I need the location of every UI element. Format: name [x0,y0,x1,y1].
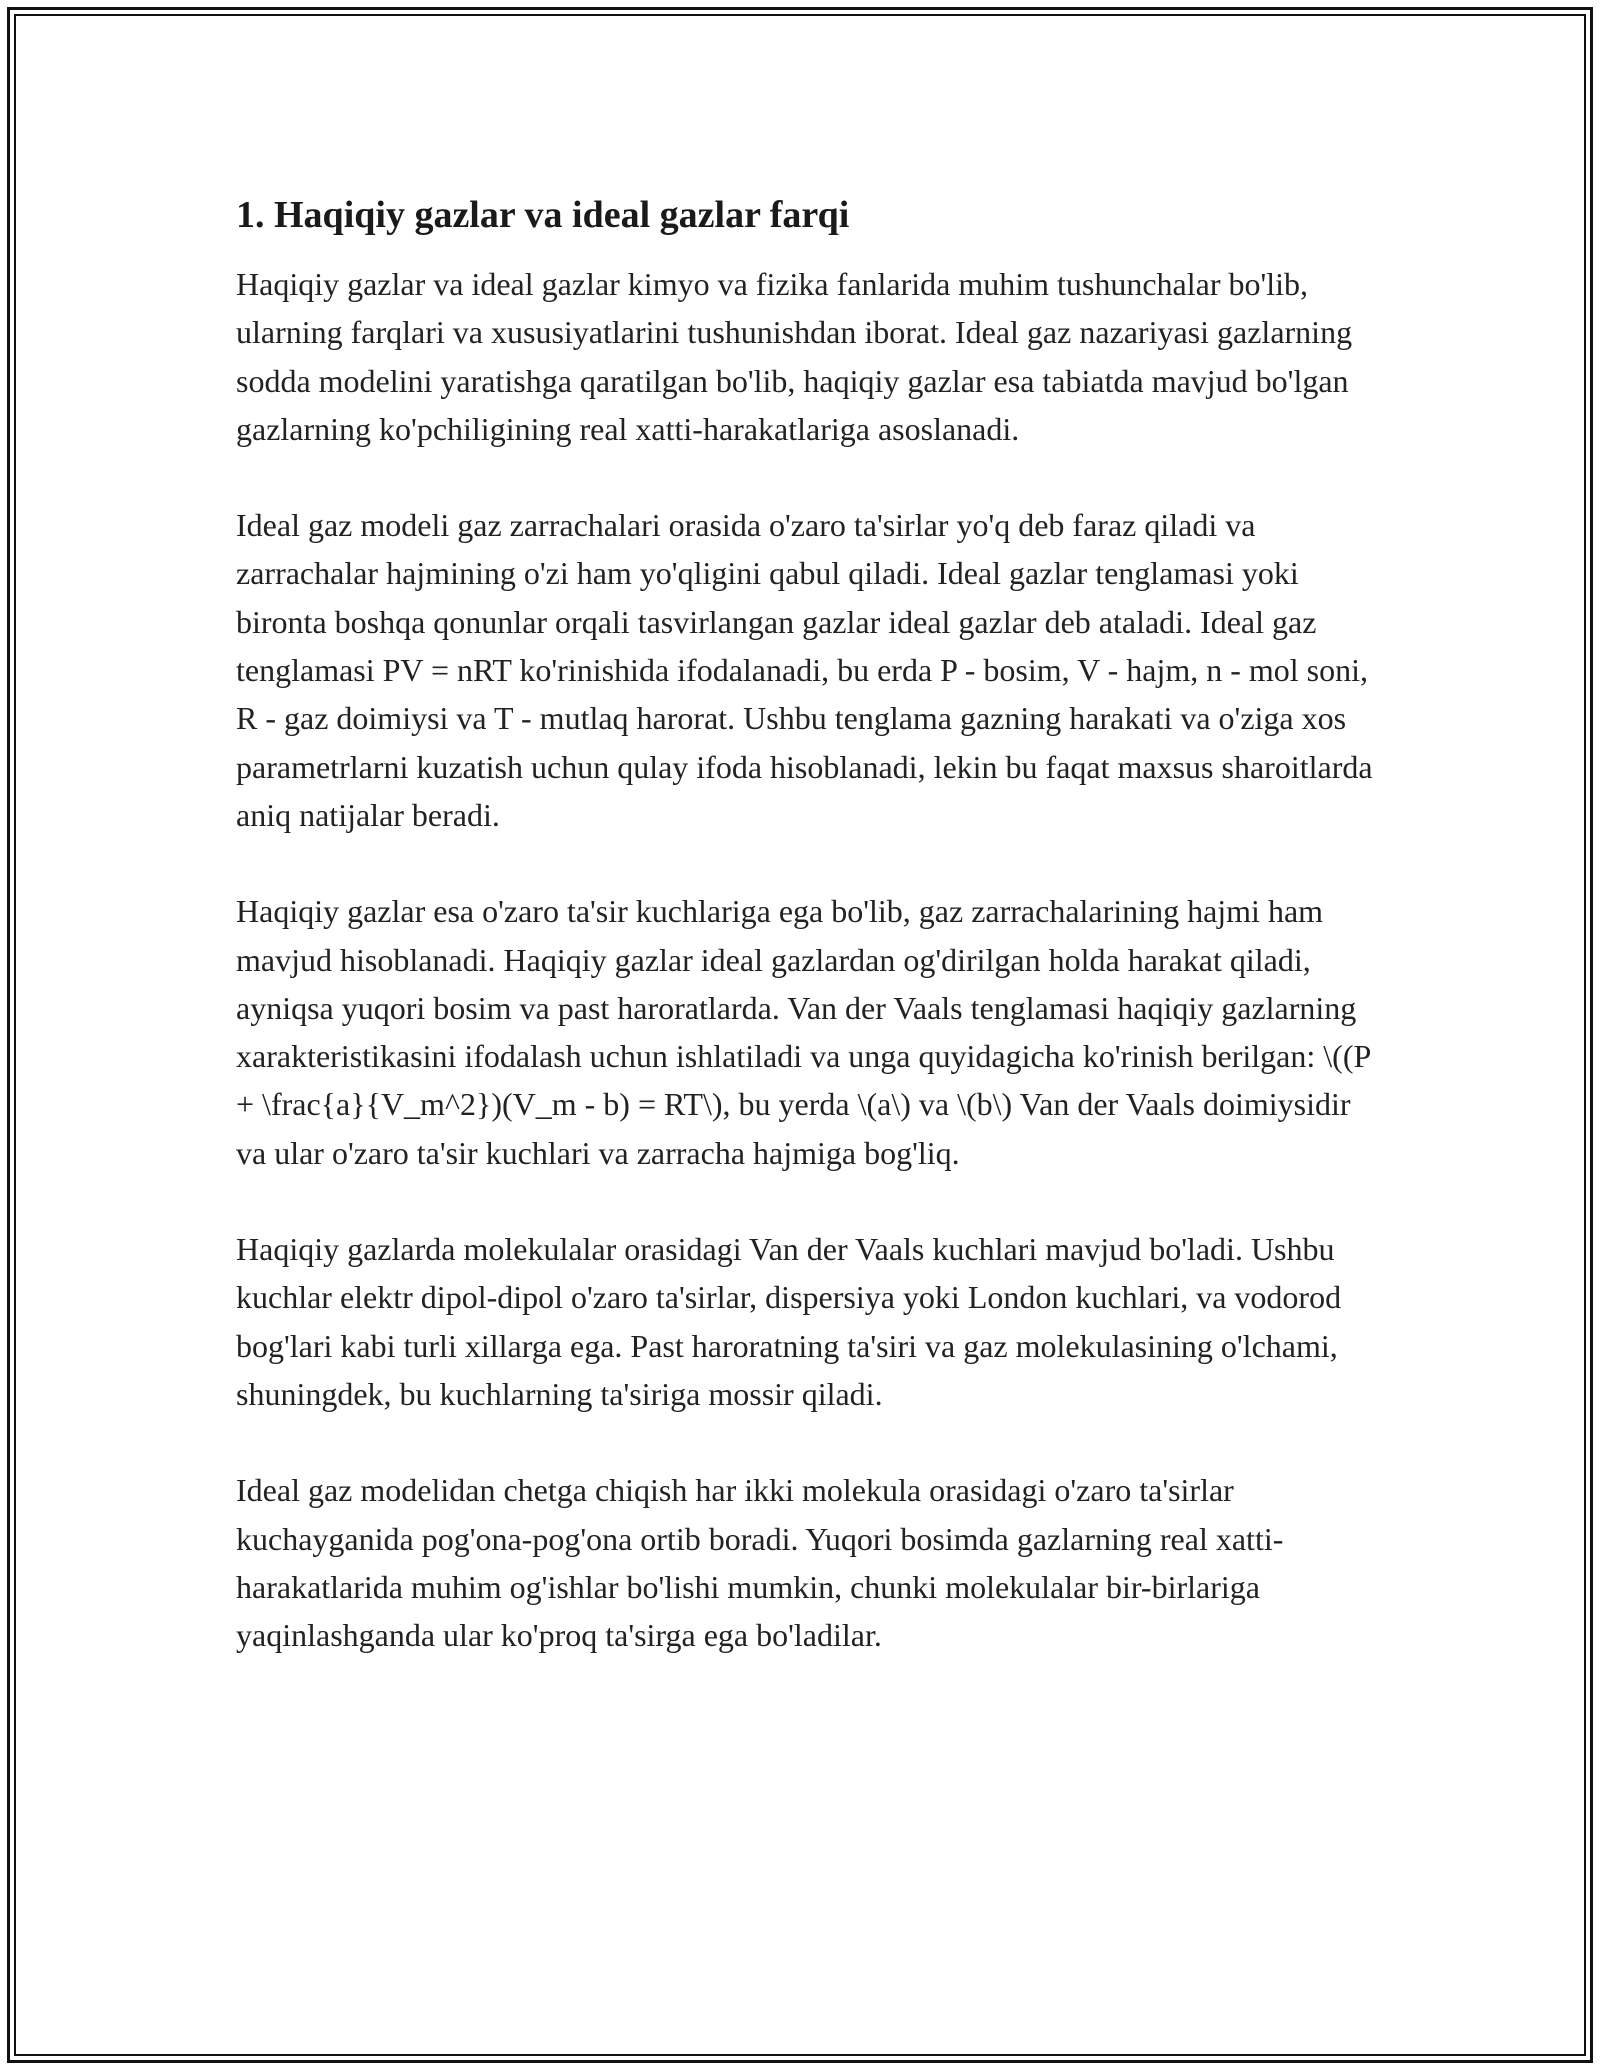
paragraph-van-der-waals-forces: Haqiqiy gazlarda molekulalar orasidagi Van der Vaals kuchlari mavjud bo'ladi. Ushbu kuchlar elektr dipol-dipol o'zaro ta'sirlar, dispersiya yoki London kuchlari, va vodorod bog'lari kabi turli xillarga ega. Past haroratning ta'siri va gaz molekulasining o'lchami, shuningdek, bu kuchlarning ta'siriga mossir qiladi. [236,1231,1342,1412]
paragraph-intro: Haqiqiy gazlar va ideal gazlar kimyo va fizika fanlarida muhim tushunchalar bo'lib, ularning farqlari va xususiyatlarini tushunishdan iborat. Ideal gaz nazariyasi gazlarning sodda modelini yaratishga qaratilgan bo'lib, haqiqiy gazlar esa tabiatda mavjud bo'lgan gazlarning ko'pchiligining real xatti-harakatlariga asoslanadi. [236,266,1353,447]
paragraph-deviation: Ideal gaz modelidan chetga chiqish har ikki molekula orasidagi o'zaro ta'sirlar kuchayganida pog'ona-pog'ona ortib boradi. Yuqori bosimda gazlarning real xatti-harakatlarida muhim og'ishlar bo'lishi mumkin, chunki molekulalar bir-birlariga yaqinlashganda ular ko'proq ta'sirga ega bo'ladilar. [236,1472,1284,1654]
document-body [236,184,1386,1659]
section-heading: 1. Haqiqiy gazlar va ideal gazlar farqi [236,194,850,236]
paragraph-real-gases: Haqiqiy gazlar esa o'zaro ta'sir kuchlariga ega bo'lib, gaz zarrachalarining hajmi ham mavjud hisoblanadi. Haqiqiy gazlar ideal gazlardan og'dirilgan holda harakat qiladi, ayniqsa yuqori bosim va past haroratlarda. Van der Vaals tenglamasi haqiqiy gazlarning xarakteristikasini ifodalash uchun ishlatiladi va unga quyidagicha ko'rinish berilgan: \((P + \frac{a}{V_m^2})(V_m - b) = RT\), bu yerda \(a\) va \(b\) Van der Vaals doimiysidir va ular o'zaro ta'sir kuchlari va zarracha hajmiga bog'liq. [236,893,1371,1171]
paragraph-ideal-gas-model: Ideal gaz modeli gaz zarrachalari orasida o'zaro ta'sirlar yo'q deb faraz qiladi va zarrachalar hajmining o'zi ham yo'qligini qabul qiladi. Ideal gazlar tenglamasi yoki bironta boshqa qonunlar orqali tasvirlangan gazlar ideal gazlar deb ataladi. Ideal gaz tenglamasi PV = nRT ko'rinishida ifodalanadi, bu erda P - bosim, V - hajm, n - mol soni, R - gaz doimiysi va T - mutlaq harorat. Ushbu tenglama gazning harakati va o'ziga xos parametrlarni kuzatish uchun qulay ifoda hisoblanadi, lekin bu faqat maxsus sharoitlarda aniq natijalar beradi. [236,507,1373,833]
